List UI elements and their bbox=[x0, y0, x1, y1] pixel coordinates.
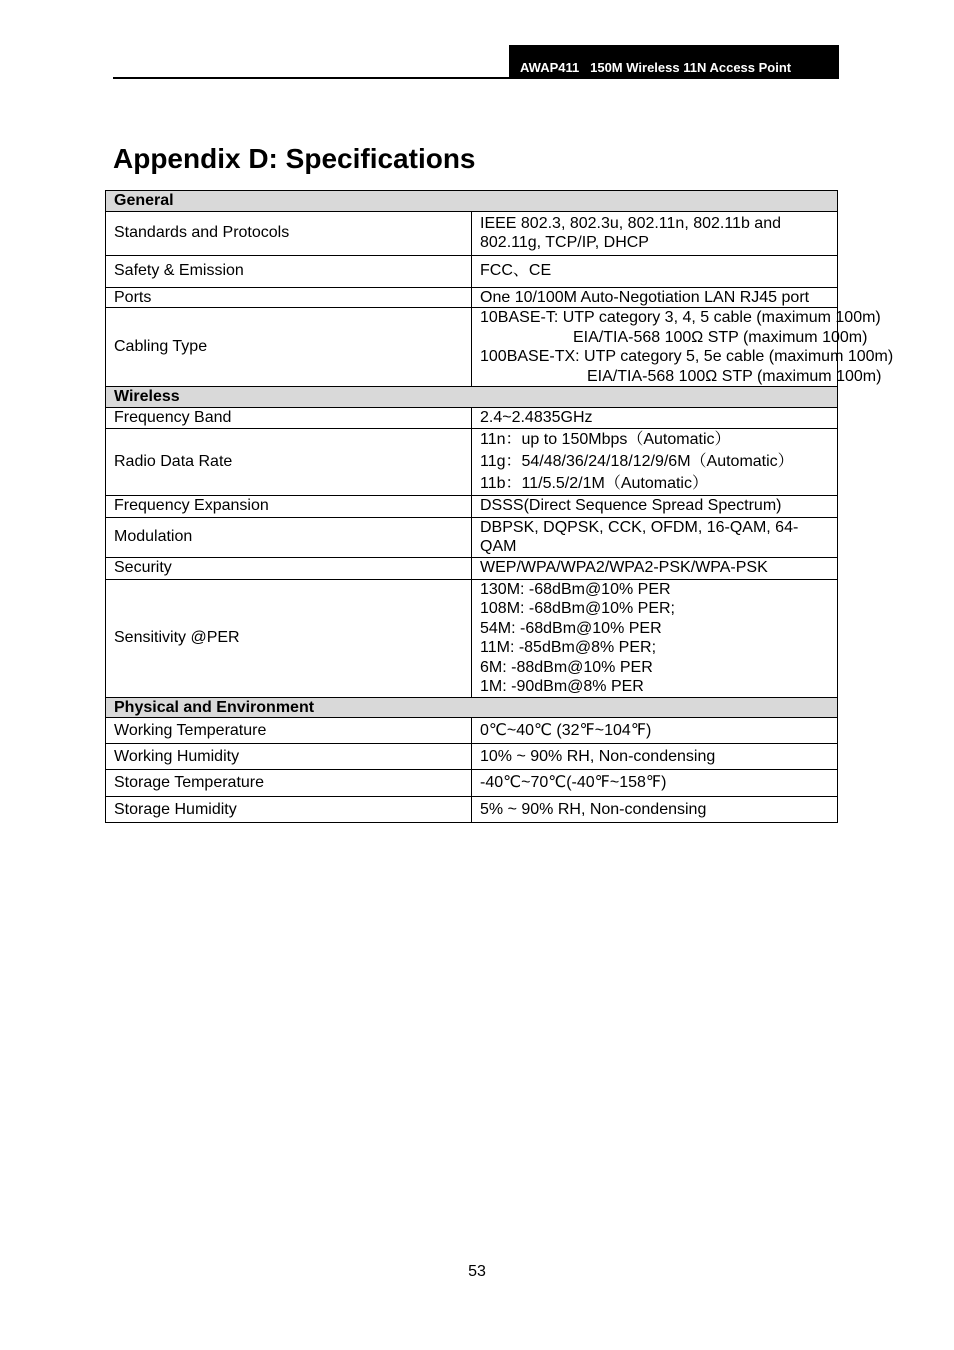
cabling-line: 100BASE-TX: UTP category 5, 5e cable (maximum 100m) bbox=[480, 348, 894, 365]
sensitivity-line: 11M: -85dBm@8% PER; bbox=[480, 639, 657, 656]
section-header-physical bbox=[106, 697, 838, 718]
section-title: General bbox=[106, 191, 838, 212]
spec-value: DSSS(Direct Sequence Spread Spectrum) bbox=[472, 495, 838, 517]
spec-value: FCC、CE bbox=[472, 255, 838, 287]
spec-label: Working Humidity bbox=[106, 744, 472, 770]
spec-row-security bbox=[106, 557, 838, 579]
spec-label: Cabling Type bbox=[106, 308, 472, 387]
sensitivity-line: 54M: -68dBm@10% PER bbox=[480, 619, 662, 637]
header-product: 150M Wireless 11N Access Point bbox=[590, 60, 792, 75]
spec-row-frequency-expansion bbox=[106, 495, 838, 517]
sensitivity-line: 108M: -68dBm@10% PER; bbox=[480, 600, 675, 617]
spec-label: Frequency Band bbox=[106, 407, 472, 428]
spec-row-sensitivity bbox=[106, 579, 838, 697]
section-header-general bbox=[106, 191, 838, 212]
spec-value: 0℃~40℃ (32℉~104℉) bbox=[472, 718, 838, 744]
spec-row-safety bbox=[106, 255, 838, 287]
sensitivity-line: 6M: -88dBm@10% PER bbox=[480, 658, 653, 676]
spec-label: Standards and Protocols bbox=[106, 211, 472, 255]
header-model: AWAP411 bbox=[520, 60, 580, 75]
spec-label: Working Temperature bbox=[106, 718, 472, 744]
running-header bbox=[509, 45, 839, 79]
section-header-wireless bbox=[106, 387, 838, 408]
cabling-line: EIA/TIA-568 100Ω STP (maximum 100m) bbox=[573, 328, 868, 346]
sensitivity-line: 130M: -68dBm@10% PER bbox=[480, 580, 671, 598]
spec-value: -40℃~70℃(-40℉~158℉) bbox=[472, 770, 838, 797]
spec-row-frequency-band bbox=[106, 407, 838, 428]
spec-row-storage-humidity bbox=[106, 797, 838, 823]
spec-label: Security bbox=[106, 557, 472, 579]
spec-value: WEP/WPA/WPA2/WPA2-PSK/WPA-PSK bbox=[472, 557, 838, 579]
cabling-line: 10BASE-T: UTP category 3, 4, 5 cable (maximum 100m) bbox=[480, 309, 881, 326]
spec-label: Ports bbox=[106, 287, 472, 308]
spec-value: 10% ~ 90% RH, Non-condensing bbox=[472, 744, 838, 770]
spec-row-cabling bbox=[106, 308, 838, 387]
spec-label: Frequency Expansion bbox=[106, 495, 472, 517]
spec-value bbox=[472, 579, 838, 697]
spec-label: Storage Humidity bbox=[106, 797, 472, 823]
spec-value: IEEE 802.3, 802.3u, 802.11n, 802.11b and 802.11g, TCP/IP, DHCP bbox=[472, 211, 838, 255]
spec-value bbox=[472, 308, 894, 387]
spec-row-ports bbox=[106, 287, 838, 308]
spec-label: Sensitivity @PER bbox=[106, 579, 472, 697]
spec-row-working-humidity bbox=[106, 744, 838, 770]
cabling-line: EIA/TIA-568 100Ω STP (maximum 100m) bbox=[587, 367, 882, 385]
page-number: 53 bbox=[468, 1263, 486, 1280]
section-title: Physical and Environment bbox=[106, 697, 838, 718]
spec-label: Safety & Emission bbox=[106, 255, 472, 287]
section-title: Wireless bbox=[106, 387, 838, 408]
spec-value: 2.4~2.4835GHz bbox=[472, 407, 838, 428]
specifications-table bbox=[105, 190, 894, 823]
radio-rate-line: 11b：11/5.5/2/1M（Automatic） bbox=[480, 474, 708, 492]
spec-row-working-temperature bbox=[106, 718, 838, 744]
spec-row-modulation bbox=[106, 517, 838, 557]
spec-label: Radio Data Rate bbox=[106, 428, 472, 495]
spec-value bbox=[472, 428, 838, 495]
radio-rate-line: 11n：up to 150Mbps（Automatic） bbox=[480, 430, 731, 448]
spec-value: One 10/100M Auto-Negotiation LAN RJ45 port bbox=[472, 287, 838, 308]
spec-label: Modulation bbox=[106, 517, 472, 557]
radio-rate-line: 11g：54/48/36/24/18/12/9/6M（Automatic） bbox=[480, 452, 794, 470]
spec-label: Storage Temperature bbox=[106, 770, 472, 797]
sensitivity-line: 1M: -90dBm@8% PER bbox=[480, 678, 644, 695]
spec-row-standards bbox=[106, 211, 838, 255]
spec-value: DBPSK, DQPSK, CCK, OFDM, 16-QAM, 64-QAM bbox=[472, 517, 838, 557]
spec-row-storage-temperature bbox=[106, 770, 838, 797]
spec-row-radio-data-rate bbox=[106, 428, 838, 495]
spec-value: 5% ~ 90% RH, Non-condensing bbox=[472, 797, 838, 823]
page-title: Appendix D: Specifications bbox=[113, 143, 476, 174]
